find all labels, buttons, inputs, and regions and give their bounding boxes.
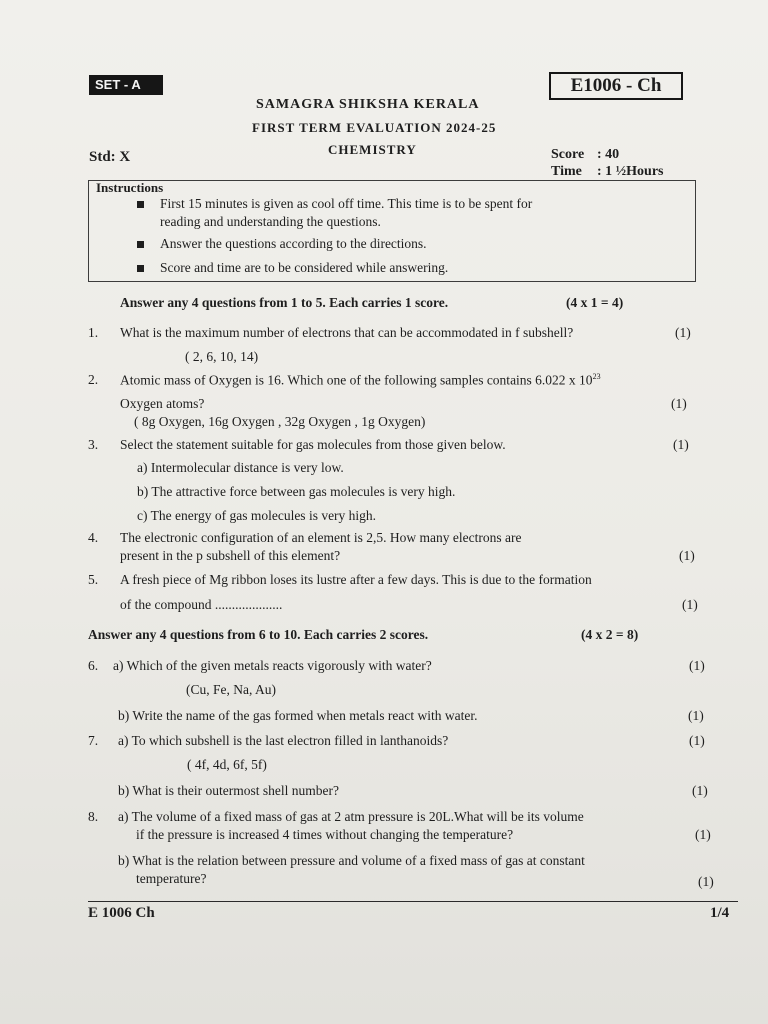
q6-part-a-mark: (1)	[689, 658, 705, 673]
paper-code: E1006 - Ch	[549, 72, 683, 100]
section1-marks: (4 x 1 = 4)	[566, 295, 624, 310]
score-value: : 40	[597, 147, 620, 162]
instruction-item: First 15 minutes is given as cool off time. This time is to be spent for	[160, 196, 533, 211]
q3-option-c: c) The energy of gas molecules is very high.	[137, 508, 377, 523]
q5-mark: (1)	[682, 597, 698, 612]
footer-divider	[88, 901, 738, 902]
bullet-icon	[137, 201, 144, 208]
q4-mark: (1)	[679, 548, 695, 563]
q2-text-main: Atomic mass of Oxygen is 16. Which one of the following samples contains 6.022 x 10	[120, 372, 593, 388]
q7-part-b-mark: (1)	[692, 783, 708, 798]
q6-options: (Cu, Fe, Na, Au)	[186, 682, 276, 697]
q7-options: ( 4f, 4d, 6f, 5f)	[187, 757, 267, 772]
q4-text-cont: present in the p subshell of this element?	[120, 548, 341, 563]
footer-code: E 1006 Ch	[88, 905, 155, 921]
time-value: : 1 ½Hours	[597, 164, 664, 179]
q8-part-a: a) The volume of a fixed mass of gas at 2 atm pressure is 20L.What will be its volume	[118, 809, 584, 824]
q8-part-b: b) What is the relation between pressure and volume of a fixed mass of gas at constant	[118, 853, 585, 868]
q5-number: 5.	[88, 572, 99, 587]
q7-part-a-mark: (1)	[689, 733, 705, 748]
q4-number: 4.	[88, 530, 99, 545]
q1-text: What is the maximum number of electrons that can be accommodated in f subshell?	[120, 325, 574, 340]
q7-part-a: a) To which subshell is the last electron filled in lanthanoids?	[118, 733, 449, 748]
q8-number: 8.	[88, 809, 99, 824]
q6-number: 6.	[88, 658, 99, 673]
q6-part-b: b) Write the name of the gas formed when metals react with water.	[118, 708, 478, 723]
instruction-item: reading and understanding the questions.	[160, 214, 381, 229]
time-line	[551, 164, 664, 180]
q6-part-a: a) Which of the given metals reacts vigorously with water?	[113, 658, 432, 673]
q5-text: A fresh piece of Mg ribbon loses its lustre after a few days. This is due to the formation	[120, 572, 592, 587]
q1-mark: (1)	[675, 325, 691, 340]
q2-options: ( 8g Oxygen, 16g Oxygen , 32g Oxygen , 1g Oxygen)	[134, 414, 426, 429]
instruction-item: Score and time are to be considered while answering.	[160, 260, 449, 275]
q2-number: 2.	[88, 372, 99, 387]
q2-text-cont: Oxygen atoms?	[120, 396, 205, 411]
std-label: Std: X	[89, 149, 131, 165]
section1-heading: Answer any 4 questions from 1 to 5. Each carries 1 score.	[120, 295, 449, 310]
instruction-item: Answer the questions according to the directions.	[160, 236, 427, 251]
q7-part-b: b) What is their outermost shell number?	[118, 783, 339, 798]
q3-number: 3.	[88, 437, 99, 452]
q5-text-cont: of the compound ....................	[120, 597, 283, 612]
q3-mark: (1)	[673, 437, 689, 452]
q8-part-a-cont: if the pressure is increased 4 times without changing the temperature?	[136, 827, 514, 842]
footer-page-number: 1/4	[710, 905, 730, 921]
exam-title: FIRST TERM EVALUATION 2024-25	[252, 120, 497, 135]
q3-option-b: b) The attractive force between gas molecules is very high.	[137, 484, 456, 499]
section2-heading: Answer any 4 questions from 6 to 10. Each carries 2 scores.	[88, 627, 429, 642]
subject-title: CHEMISTRY	[328, 142, 417, 157]
bullet-icon	[137, 241, 144, 248]
q8-part-b-mark: (1)	[698, 874, 714, 889]
q3-option-a: a) Intermolecular distance is very low.	[137, 460, 344, 475]
score-label: Score	[551, 147, 585, 162]
q2-text	[120, 372, 601, 389]
board-name: SAMAGRA SHIKSHA KERALA	[256, 97, 480, 112]
q1-options: ( 2, 6, 10, 14)	[185, 349, 259, 364]
q3-text: Select the statement suitable for gas molecules from those given below.	[120, 437, 506, 452]
q7-number: 7.	[88, 733, 99, 748]
q6-part-b-mark: (1)	[688, 708, 704, 723]
q2-exponent: 23	[592, 372, 601, 381]
q8-part-a-mark: (1)	[695, 827, 711, 842]
bullet-icon	[137, 265, 144, 272]
q8-part-b-cont: temperature?	[136, 871, 207, 886]
time-label: Time	[551, 164, 582, 179]
score-line	[551, 147, 619, 163]
q4-text: The electronic configuration of an element is 2,5. How many electrons are	[120, 530, 522, 545]
q1-number: 1.	[88, 325, 99, 340]
q2-mark: (1)	[671, 396, 687, 411]
instructions-title: Instructions	[96, 180, 164, 195]
set-badge: SET - A	[89, 75, 163, 95]
section2-marks: (4 x 2 = 8)	[581, 627, 639, 642]
